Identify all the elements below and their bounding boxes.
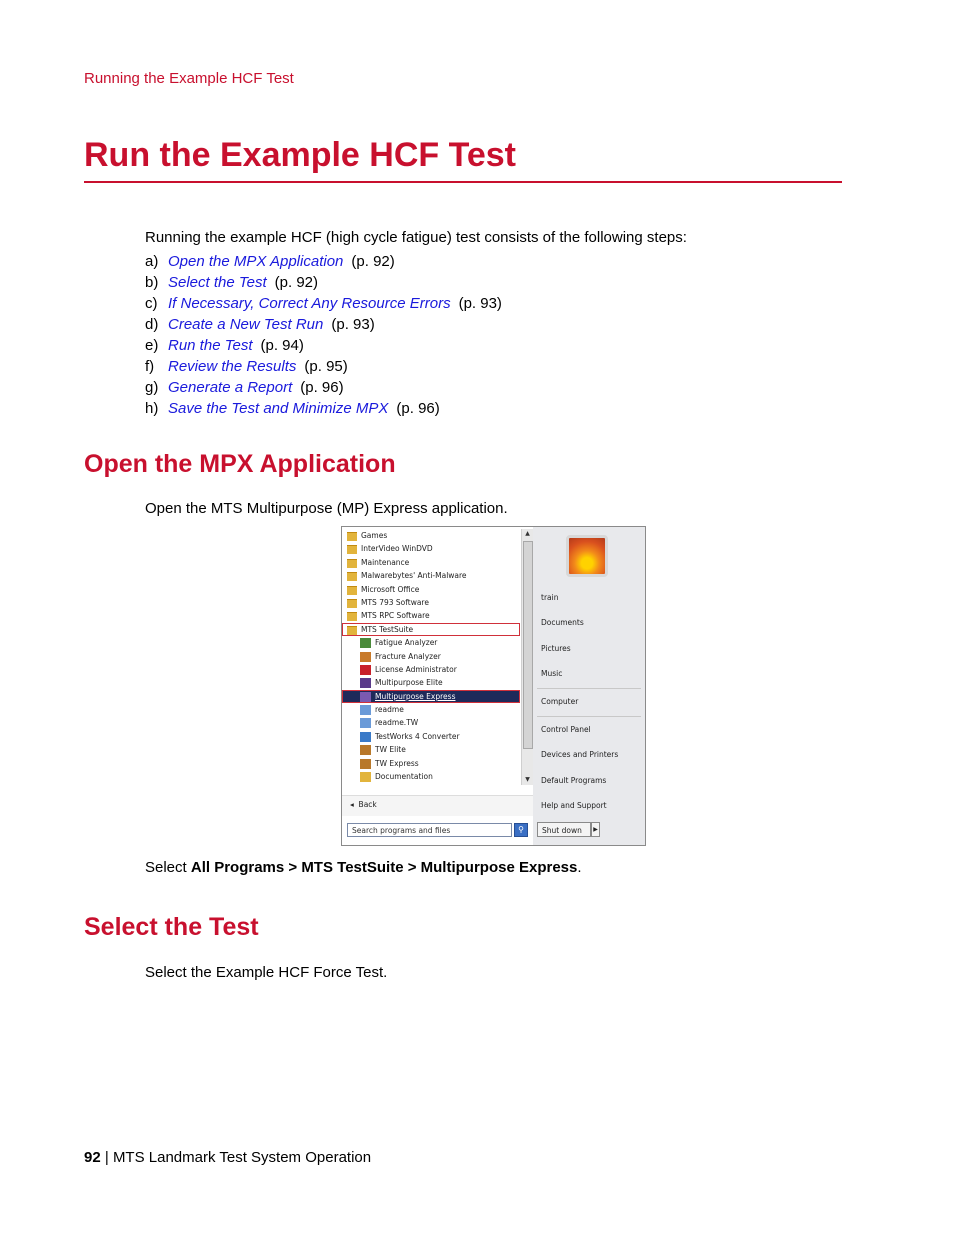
divider bbox=[537, 716, 641, 717]
step-page: (p. 96) bbox=[396, 400, 440, 417]
list-item bbox=[145, 377, 502, 398]
search-input[interactable]: Search programs and files bbox=[347, 823, 512, 837]
menu-item-testworks-converter[interactable]: TestWorks 4 Converter bbox=[342, 730, 520, 743]
right-pane bbox=[533, 527, 645, 845]
page-number: 92 bbox=[84, 1149, 101, 1166]
list-item bbox=[145, 272, 502, 293]
step-link[interactable]: If Necessary, Correct Any Resource Errors bbox=[168, 295, 451, 312]
menu-item-mts-testsuite[interactable]: MTS TestSuite bbox=[342, 623, 520, 636]
folder-icon bbox=[347, 572, 357, 581]
right-item-user[interactable]: train bbox=[541, 593, 559, 602]
document-icon bbox=[360, 705, 371, 715]
list-item bbox=[145, 314, 502, 335]
steps-list bbox=[145, 251, 502, 419]
menu-item-readme[interactable]: readme bbox=[342, 703, 520, 716]
menu-item-documentation[interactable]: Documentation bbox=[342, 770, 520, 783]
step-letter: h) bbox=[145, 400, 159, 417]
user-avatar[interactable] bbox=[566, 535, 608, 577]
right-item-pictures[interactable]: Pictures bbox=[541, 644, 571, 653]
running-header: Running the Example HCF Test bbox=[84, 70, 294, 87]
right-item-computer[interactable]: Computer bbox=[541, 697, 579, 706]
step-link[interactable]: Select the Test bbox=[168, 274, 267, 291]
back-label: Back bbox=[358, 800, 377, 809]
step-letter: g) bbox=[145, 379, 159, 396]
fatigue-analyzer-icon bbox=[360, 638, 371, 648]
step-link[interactable]: Create a New Test Run bbox=[168, 316, 324, 333]
step-page: (p. 92) bbox=[351, 253, 395, 270]
menu-item-readme-tw[interactable]: readme.TW bbox=[342, 716, 520, 729]
title-rule bbox=[84, 181, 842, 183]
section-heading-select-test: Select the Test bbox=[84, 913, 259, 941]
step-letter: b) bbox=[145, 274, 159, 291]
tw-elite-icon bbox=[360, 745, 371, 755]
step-letter: f) bbox=[145, 358, 155, 375]
converter-icon bbox=[360, 732, 371, 742]
right-item-control-panel[interactable]: Control Panel bbox=[541, 725, 591, 734]
step-letter: e) bbox=[145, 337, 159, 354]
right-item-documents[interactable]: Documents bbox=[541, 618, 584, 627]
step-page: (p. 92) bbox=[274, 274, 319, 291]
menu-item-mts-793[interactable]: MTS 793 Software bbox=[342, 596, 520, 609]
menu-item-maintenance[interactable]: Maintenance bbox=[342, 556, 520, 569]
step-link[interactable]: Open the MPX Application bbox=[168, 253, 344, 270]
scroll-up-icon[interactable]: ▲ bbox=[525, 530, 530, 537]
folder-icon bbox=[347, 612, 357, 621]
menu-item-fatigue-analyzer[interactable]: Fatigue Analyzer bbox=[342, 636, 520, 649]
menu-item-fracture-analyzer[interactable]: Fracture Analyzer bbox=[342, 650, 520, 663]
search-icon[interactable]: ⚲ bbox=[514, 823, 528, 837]
folder-icon bbox=[347, 532, 357, 541]
step-link[interactable]: Save the Test and Minimize MPX bbox=[168, 400, 389, 417]
programs-list bbox=[342, 529, 520, 783]
shutdown-options-icon[interactable]: ▶ bbox=[591, 822, 600, 837]
back-arrow-icon: ◂ bbox=[350, 800, 354, 809]
programs-scrollbar[interactable] bbox=[521, 529, 533, 785]
footer-separator: | bbox=[104, 1149, 109, 1166]
figure-caption: Select All Programs > MTS TestSuite > Multipurpose Express. bbox=[145, 859, 582, 876]
step-page: (p. 93) bbox=[458, 295, 502, 312]
menu-item-tw-elite[interactable]: TW Elite bbox=[342, 743, 520, 756]
shutdown-button[interactable]: Shut down bbox=[537, 822, 591, 837]
menu-item-license-administrator[interactable]: License Administrator bbox=[342, 663, 520, 676]
fracture-analyzer-icon bbox=[360, 652, 371, 662]
list-item bbox=[145, 335, 502, 356]
menu-path: All Programs > MTS TestSuite > Multipurpose Express bbox=[190, 859, 578, 876]
start-menu-screenshot bbox=[341, 526, 646, 846]
right-item-music[interactable]: Music bbox=[541, 669, 563, 678]
multipurpose-elite-icon bbox=[360, 678, 371, 688]
folder-icon bbox=[360, 772, 371, 782]
page-footer bbox=[84, 1149, 371, 1166]
intro-paragraph: Running the example HCF (high cycle fatigue) test consists of the following steps: bbox=[145, 229, 687, 246]
right-item-devices-printers[interactable]: Devices and Printers bbox=[541, 750, 619, 759]
folder-icon bbox=[347, 586, 357, 595]
step-letter: d) bbox=[145, 316, 159, 333]
menu-item-tw-express[interactable]: TW Express bbox=[342, 757, 520, 770]
step-letter: c) bbox=[145, 295, 158, 312]
scroll-thumb[interactable] bbox=[523, 541, 533, 749]
step-page: (p. 95) bbox=[304, 358, 348, 375]
page-title: Run the Example HCF Test bbox=[84, 136, 516, 174]
right-item-default-programs[interactable]: Default Programs bbox=[541, 776, 607, 785]
license-administrator-icon bbox=[360, 665, 371, 675]
multipurpose-express-icon bbox=[360, 692, 371, 702]
folder-icon bbox=[347, 626, 357, 635]
section-text-open-mpx: Open the MTS Multipurpose (MP) Express application. bbox=[145, 500, 508, 517]
step-link[interactable]: Generate a Report bbox=[168, 379, 293, 396]
menu-item-multipurpose-elite[interactable]: Multipurpose Elite bbox=[342, 676, 520, 689]
list-item bbox=[145, 398, 502, 419]
folder-icon bbox=[347, 545, 357, 554]
step-page: (p. 93) bbox=[331, 316, 375, 333]
back-row[interactable] bbox=[342, 795, 533, 816]
tw-express-icon bbox=[360, 759, 371, 769]
programs-pane bbox=[342, 527, 533, 845]
folder-icon bbox=[347, 559, 357, 568]
right-item-help-support[interactable]: Help and Support bbox=[541, 801, 607, 810]
section-heading-open-mpx: Open the MPX Application bbox=[84, 450, 396, 478]
list-item bbox=[145, 251, 502, 272]
menu-item-intervideo[interactable]: InterVideo WinDVD bbox=[342, 542, 520, 555]
document-icon bbox=[360, 718, 371, 728]
step-page: (p. 96) bbox=[300, 379, 344, 396]
menu-item-mts-rpc[interactable]: MTS RPC Software bbox=[342, 609, 520, 622]
menu-item-microsoft-office[interactable]: Microsoft Office bbox=[342, 583, 520, 596]
section-text-select-test: Select the Example HCF Force Test. bbox=[145, 964, 388, 981]
step-link[interactable]: Run the Test bbox=[168, 337, 253, 354]
divider bbox=[537, 688, 641, 689]
doc-title: MTS Landmark Test System Operation bbox=[112, 1149, 372, 1166]
menu-item-games[interactable]: Games bbox=[342, 529, 520, 542]
step-page: (p. 94) bbox=[260, 337, 304, 354]
list-item bbox=[145, 293, 502, 314]
step-link[interactable]: Review the Results bbox=[168, 358, 297, 375]
scroll-down-icon[interactable]: ▼ bbox=[525, 776, 530, 783]
folder-icon bbox=[347, 599, 357, 608]
menu-item-malwarebytes[interactable]: Malwarebytes' Anti-Malware bbox=[342, 569, 520, 582]
menu-item-multipurpose-express[interactable]: Multipurpose Express bbox=[342, 690, 520, 703]
step-letter: a) bbox=[145, 253, 159, 270]
list-item bbox=[145, 356, 502, 377]
